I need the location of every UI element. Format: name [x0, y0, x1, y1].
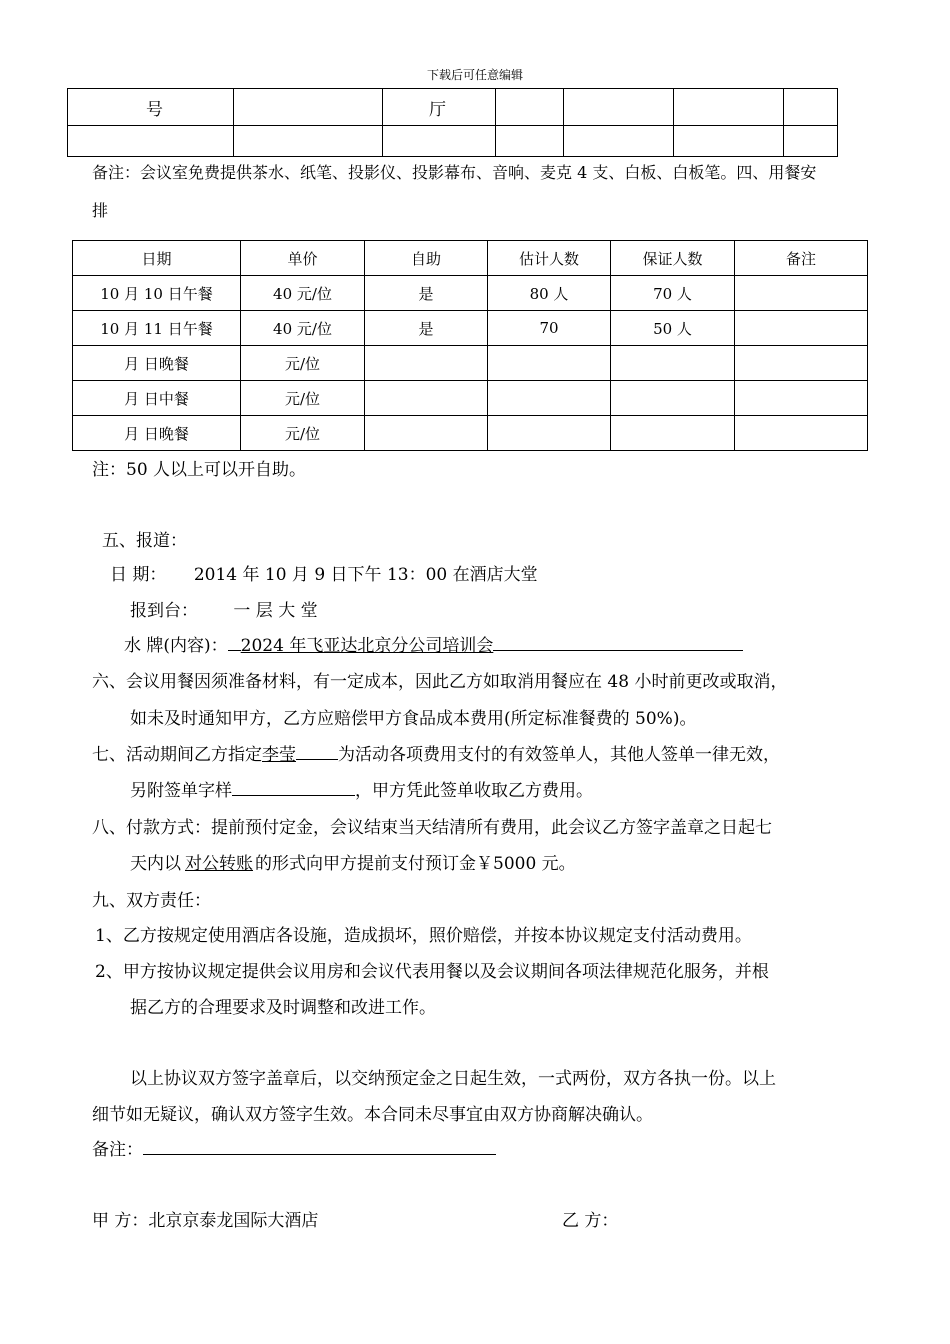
section7-pre: 七、活动期间乙方指定 [92, 745, 262, 765]
table-cell [488, 416, 611, 451]
table-cell: 70 人 [611, 276, 735, 311]
table-cell [735, 416, 868, 451]
table-cell [496, 89, 564, 126]
table-cell: 月 日中餐 [73, 381, 241, 416]
table-row [73, 276, 868, 311]
table-cell: 元/位 [241, 346, 365, 381]
report-sign-value: 2024 年飞亚达北京分公司培训会 [240, 636, 494, 656]
section9-title: 九、双方责任： [92, 891, 211, 911]
column-header: 日期 [73, 241, 241, 276]
table-row [68, 89, 838, 126]
section9-item1: 1、乙方按规定使用酒店各设施，造成损坏，照价赔偿，并按本协议规定支付活动费用。 [95, 926, 752, 946]
section8-line2 [130, 849, 576, 874]
table-row [73, 311, 868, 346]
table-cell: 号 [68, 89, 234, 126]
closing-line1: 以上协议双方签字盖章后，以交纳预定金之日起生效，一式两份，双方各执一份。以上 [130, 1069, 776, 1089]
column-header: 自助 [365, 241, 488, 276]
table-cell [365, 346, 488, 381]
table-cell [611, 381, 735, 416]
header-note: 下载后可任意编辑 [426, 68, 523, 82]
column-header: 估计人数 [488, 241, 611, 276]
party-b: 乙 方： [562, 1211, 619, 1231]
table-cell [735, 346, 868, 381]
table-cell [365, 416, 488, 451]
table-cell [784, 89, 838, 126]
table-cell: 10 月 10 日午餐 [73, 276, 241, 311]
party-a: 甲 方：北京京泰龙国际大酒店 [92, 1211, 319, 1231]
meal-table [72, 240, 868, 451]
table-cell: 70 [488, 311, 611, 346]
section8-line2-post: 的形式向甲方提前支付预订金￥5000 元。 [255, 854, 576, 874]
section7-line1 [92, 740, 780, 765]
payment-method: 对公转账 [185, 854, 253, 874]
section5-title: 五、报道： [102, 531, 187, 551]
table-cell [365, 381, 488, 416]
table-cell [611, 346, 735, 381]
table-row [73, 381, 868, 416]
table-row [68, 126, 838, 157]
table-cell: 10 月 11 日午餐 [73, 311, 241, 346]
table-header-row [73, 241, 868, 276]
table-cell [234, 89, 383, 126]
table-row [73, 346, 868, 381]
room-table [67, 88, 838, 157]
section7-line2-pre: 另附签单字样 [130, 781, 232, 801]
report-date-value: 2014 年 10 月 9 日下午 13：00 在酒店大堂 [193, 565, 538, 585]
closing-remark-label: 备注： [92, 1140, 143, 1160]
table-cell: 是 [365, 276, 488, 311]
table-cell [496, 126, 564, 157]
room-remark: 备注：会议室免费提供茶水、纸笔、投影仪、投影幕布、音响、麦克 4 支、白板、白板笔。四、用餐安 [92, 163, 817, 182]
table-cell [735, 381, 868, 416]
table-cell: 是 [365, 311, 488, 346]
closing-remark [92, 1135, 496, 1160]
table-cell [383, 126, 496, 157]
column-header: 单价 [241, 241, 365, 276]
report-sign [124, 631, 743, 656]
table-row [73, 416, 868, 451]
section8-line2-pre: 天内以 [130, 854, 181, 874]
report-date-label: 日 期： [110, 565, 167, 585]
table-cell: 月 日晚餐 [73, 346, 241, 381]
report-date [110, 560, 538, 585]
table-cell [68, 126, 234, 157]
report-desk-label: 报到台： [130, 601, 198, 621]
table-cell [564, 126, 674, 157]
table-cell: 40 元/位 [241, 311, 365, 346]
table-cell [564, 89, 674, 126]
section8-line1: 八、付款方式：提前预付定金，会议结束当天结清所有费用，此会议乙方签字盖章之日起七 [92, 818, 772, 838]
table-cell: 40 元/位 [241, 276, 365, 311]
report-desk [130, 596, 318, 621]
column-header: 保证人数 [611, 241, 735, 276]
table-cell [488, 381, 611, 416]
report-sign-label: 水 牌(内容)： [124, 636, 228, 656]
section7-line2-post: ，甲方凭此签单收取乙方费用。 [355, 781, 593, 801]
table-cell [735, 276, 868, 311]
closing-line2: 细节如无疑议，确认双方签字生效。本合同未尽事宜由双方协商解决确认。 [92, 1105, 653, 1125]
section6-line1: 六、会议用餐因须准备材料，有一定成本，因此乙方如取消用餐应在 48 小时前更改或取消， [92, 672, 788, 692]
section6-line2: 如未及时通知甲方，乙方应赔偿甲方食品成本费用(所定标准餐费的 50%)。 [130, 709, 697, 729]
table-cell: 元/位 [241, 416, 365, 451]
table-cell [674, 126, 784, 157]
column-header: 备注 [735, 241, 868, 276]
table-cell: 月 日晚餐 [73, 416, 241, 451]
table-cell [784, 126, 838, 157]
section7-line2 [130, 776, 593, 801]
table-cell [735, 311, 868, 346]
table-cell [674, 89, 784, 126]
section9-item2: 2、甲方按协议规定提供会议用房和会议代表用餐以及会议期间各项法律规范化服务，并根 [95, 962, 769, 982]
table-cell: 元/位 [241, 381, 365, 416]
report-desk-value: 一 层 大 堂 [233, 601, 318, 621]
meal-note: 注：50 人以上可以开自助。 [92, 460, 307, 480]
signer-name: 李莹 [262, 745, 296, 765]
table-cell: 80 人 [488, 276, 611, 311]
table-cell [234, 126, 383, 157]
section9-item2-cont: 据乙方的合理要求及时调整和改进工作。 [130, 998, 436, 1018]
table-cell [611, 416, 735, 451]
room-remark-cont: 排 [92, 201, 109, 220]
table-cell [488, 346, 611, 381]
table-cell: 厅 [383, 89, 496, 126]
section7-post: 为活动各项费用支付的有效签单人，其他人签单一律无效， [338, 745, 780, 765]
table-cell: 50 人 [611, 311, 735, 346]
